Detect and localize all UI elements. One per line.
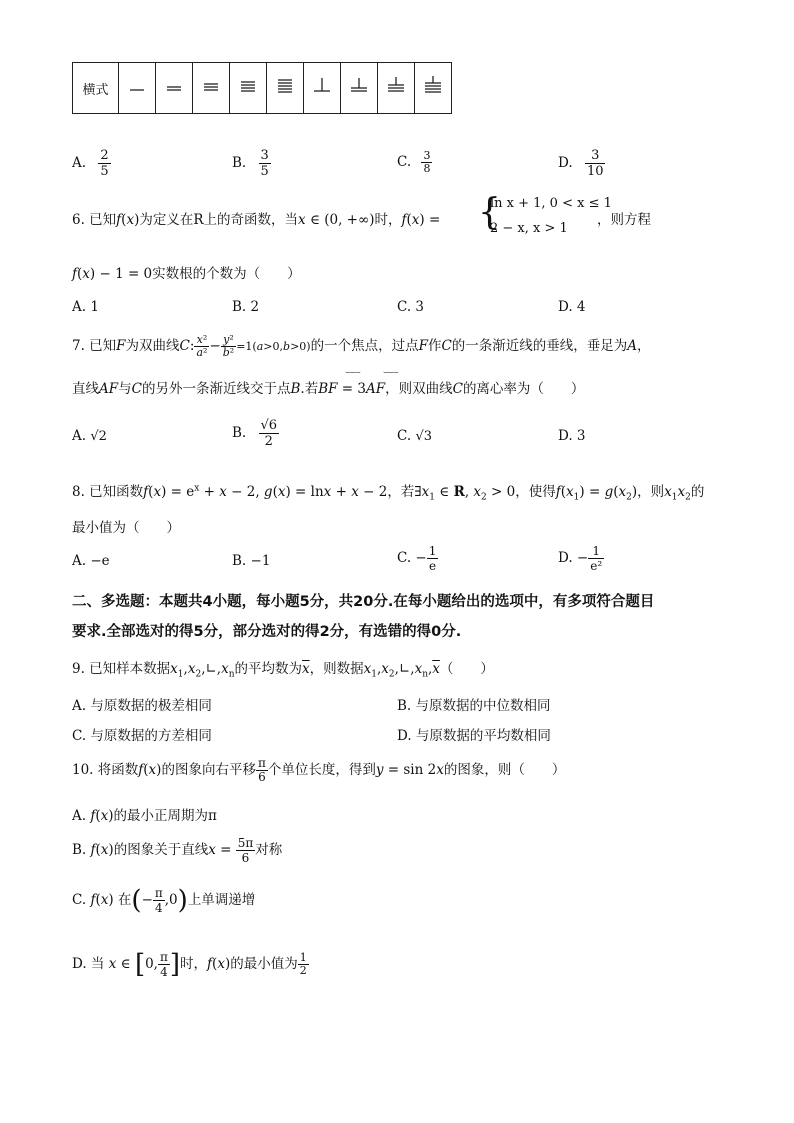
q5-d-den: 10 — [586, 164, 604, 179]
vector-af-arrow-icon: ⌣⌣⌣ — [383, 368, 398, 378]
q10-option-c[interactable]: C. f(x) 在(− $\frac{\pi}{4}$ ,0)上单调递增 — [72, 885, 256, 916]
q10-option-a-key: A. — [72, 808, 87, 824]
q9-option-b[interactable]: B. 与原数据的中位数相同 — [397, 698, 551, 714]
table-label: 横式 — [73, 63, 119, 114]
q7-l2d: 若 — [304, 381, 319, 397]
q10-stem-b: 的图象向右平移 — [161, 762, 256, 778]
rod-6 — [304, 63, 341, 114]
q8-option-c-key: C. — [397, 550, 412, 566]
section-2-heading-line2: 要求.全部选对的得5分，部分选对的得2分，有选错的得0分. — [72, 624, 462, 640]
q7-option-c-key: C. — [397, 428, 412, 444]
q7-option-b-key: B. — [232, 425, 247, 441]
q7-l1d: 作 — [427, 338, 442, 354]
q8-option-d[interactable]: D. − $\frac{1}{\text{e²}}$ — [558, 544, 603, 573]
q10-option-a-text: 的最小正周期为π — [113, 808, 217, 824]
q5-d-num: 3 — [585, 148, 606, 164]
q7-l2b: 与 — [118, 381, 132, 397]
q10-option-d-key: D. 当 — [72, 956, 105, 972]
q10-option-d-text: 时， — [180, 956, 208, 972]
q7-option-b[interactable]: B. $\frac{√6}{2}$ — [232, 418, 278, 449]
q10-option-b[interactable]: B. f(x)的图象关于直线x = $\frac{5\pi}{6}$ 对称 — [72, 836, 283, 865]
q10-option-c-suffix: 上单调递增 — [187, 892, 256, 908]
q7-l2a: 直线 — [72, 381, 99, 397]
q9-option-d[interactable]: D. 与原数据的平均数相同 — [397, 728, 551, 744]
rod-7 — [341, 63, 378, 114]
q9-stem-b: 的平均数为 — [234, 661, 303, 677]
rod-9 — [415, 63, 452, 114]
q5-option-d-key: D. — [558, 155, 573, 171]
q9-option-a[interactable]: A. 与原数据的极差相同 — [72, 698, 212, 714]
rod-8 — [378, 63, 415, 114]
q5-c-den: 8 — [423, 162, 431, 175]
rod-2 — [156, 63, 193, 114]
q7-option-a[interactable]: A. √2 — [72, 428, 107, 444]
q8-option-b-key: B. — [232, 553, 247, 569]
q5-b-num: 3 — [260, 148, 269, 163]
q5-option-b[interactable] — [232, 148, 271, 179]
q10-option-b-suffix: 对称 — [255, 842, 283, 858]
q6-stem-part3: 时， — [374, 212, 402, 228]
q8-option-a-value: −e — [90, 553, 110, 569]
q6-option-a[interactable]: A. 1 — [72, 299, 99, 315]
q10-option-b-key: B. — [72, 842, 87, 858]
q8-l1d: ，则 — [637, 484, 665, 500]
q6-line2-text: 实数根的个数为（ ） — [152, 266, 301, 282]
q5-option-c[interactable] — [397, 150, 432, 175]
q6-option-c[interactable]: C. 3 — [397, 299, 425, 315]
q7-option-c[interactable]: C. √3 — [397, 428, 432, 444]
q6-stem-part4: ，则方程 — [597, 212, 651, 228]
q8-l1e: 的 — [690, 484, 705, 500]
q10-stem-a: 10. 将函数 — [72, 762, 139, 778]
q9-stem-d: （ ） — [439, 661, 494, 677]
q6-stem-part1: 6. 已知 — [72, 212, 117, 228]
q7-option-a-key: A. — [72, 428, 87, 444]
q5-option-a-key: A. — [72, 155, 87, 171]
counting-rod-table — [72, 62, 452, 114]
q6-option-b[interactable]: B. 2 — [232, 299, 260, 315]
rod-1 — [119, 63, 156, 114]
q5-a-den: 5 — [100, 164, 109, 179]
q7-l1a: 7. 已知 — [72, 338, 117, 354]
q6-stem: 6. 已知f(x)为定义在R上的奇函数，当x ∈ (0, +∞)时，f(x) = — [72, 212, 441, 228]
q9-option-c[interactable]: C. 与原数据的方差相同 — [72, 728, 212, 744]
q8-l1a: 8. 已知函数 — [72, 484, 144, 500]
q8-option-d-key: D. — [558, 550, 573, 566]
rod-3 — [193, 63, 230, 114]
q6-brace: { — [478, 192, 501, 233]
q7-line1: 7. 已知F为双曲线C: $\frac{\text{x²}}{\text{a²}}$ − $\frac{\text{y²}}{\text{b²}}$ =1(a>0,b>0)的一个焦点，过点F作C的一条渐近线的垂线，垂足为A， — [72, 333, 651, 359]
q5-b-den: 5 — [260, 164, 269, 179]
q7-l2f: 的离心率为（ ） — [462, 381, 585, 397]
q5-c-num: 3 — [423, 149, 431, 162]
q10-option-c-text: 在 — [117, 892, 132, 908]
q7-option-d[interactable]: D. 3 — [558, 428, 586, 444]
q7-l1c: 的一个焦点，过点 — [310, 338, 419, 354]
q6-option-d[interactable]: D. 4 — [558, 299, 586, 315]
q7-l1b: 为双曲线 — [125, 338, 180, 354]
q9-stem-a: 9. 已知样本数据 — [72, 661, 171, 677]
section-2-heading-line1: 二、多选题：本题共4小题，每小题5分，共20分.在每小题给出的选项中，有多项符合题目 — [72, 594, 655, 610]
q6-stem-part2: 为定义在R上的奇函数，当 — [139, 212, 299, 228]
q8-option-b-value: −1 — [250, 553, 271, 569]
q5-option-d[interactable] — [558, 148, 605, 179]
rod-5 — [267, 63, 304, 114]
q7-l2c: 的另外一条渐近线交于点 — [141, 381, 291, 397]
q6-case2: 2 − x, x > 1 — [490, 221, 568, 236]
vector-bf-arrow-icon: ⌣⌣⌣ — [345, 368, 360, 378]
q7-l2e: ，则双曲线 — [385, 381, 453, 397]
q6-case1: ln x + 1, 0 < x ≤ 1 — [490, 196, 612, 211]
q10-stem: 10. 将函数f(x)的图象向右平移 $\frac{\pi}{6}$ 个单位长度，得到y = sin 2x的图象，则（ ） — [72, 756, 566, 784]
q10-option-d[interactable]: D. 当 x ∈ [0, $\frac{\pi}{4}$ ]时，f(x)的最小值为 $\frac{1}{2}$ — [72, 949, 307, 980]
q9-stem-c: ，则数据 — [309, 661, 364, 677]
q8-option-a[interactable] — [72, 553, 110, 569]
q10-option-a[interactable]: A. f(x)的最小正周期为π — [72, 808, 217, 824]
q8-option-b[interactable] — [232, 553, 270, 569]
q9-stem: 9. 已知样本数据$x_1,x_2,∟,x_n$的平均数为$\overline{x}$，则数据$x_1,x_2,∟,x_n,\overline{x}$（ ） — [72, 661, 494, 680]
q8-l1c: ，使得 — [515, 484, 556, 500]
q7-line2: 直线AF与C的另外一条渐近线交于点B.若BF = 3AF，则双曲线C的离心率为（ ） — [72, 381, 585, 397]
q8-l1b: ，若 — [387, 484, 415, 500]
q10-stem-d: 的图象，则（ ） — [443, 762, 566, 778]
q5-option-b-key: B. — [232, 155, 247, 171]
q10-option-c-key: C. — [72, 892, 87, 908]
q5-a-num: 2 — [100, 148, 109, 163]
q8-option-a-key: A. — [72, 553, 87, 569]
q5-option-a[interactable] — [72, 148, 111, 179]
rod-4 — [230, 63, 267, 114]
q6-line2: f(x) − 1 = 0实数根的个数为（ ） — [72, 266, 301, 282]
q5-option-c-key: C. — [397, 154, 412, 170]
q8-option-c[interactable]: C. − $\frac{1}{e}$ — [397, 544, 437, 573]
q10-option-b-text: 的图象关于直线 — [113, 842, 209, 858]
q8-line1: 8. 已知函数$f(x) = e^x + x - 2$, g(x) = lnx + x − 2，若$\exists x_1$ ∈ R, $x_2 > 0$，使得$f(x_1) = g(x_2)$，则$x_1x_2$的 — [72, 483, 705, 503]
q10-option-d-suffix: 的最小值为 — [230, 956, 298, 972]
q8-line2: 最小值为（ ） — [72, 520, 180, 536]
q7-l1e: 的一条渐近线的垂线，垂足为 — [451, 338, 628, 354]
q10-stem-c: 个单位长度，得到 — [267, 762, 376, 778]
